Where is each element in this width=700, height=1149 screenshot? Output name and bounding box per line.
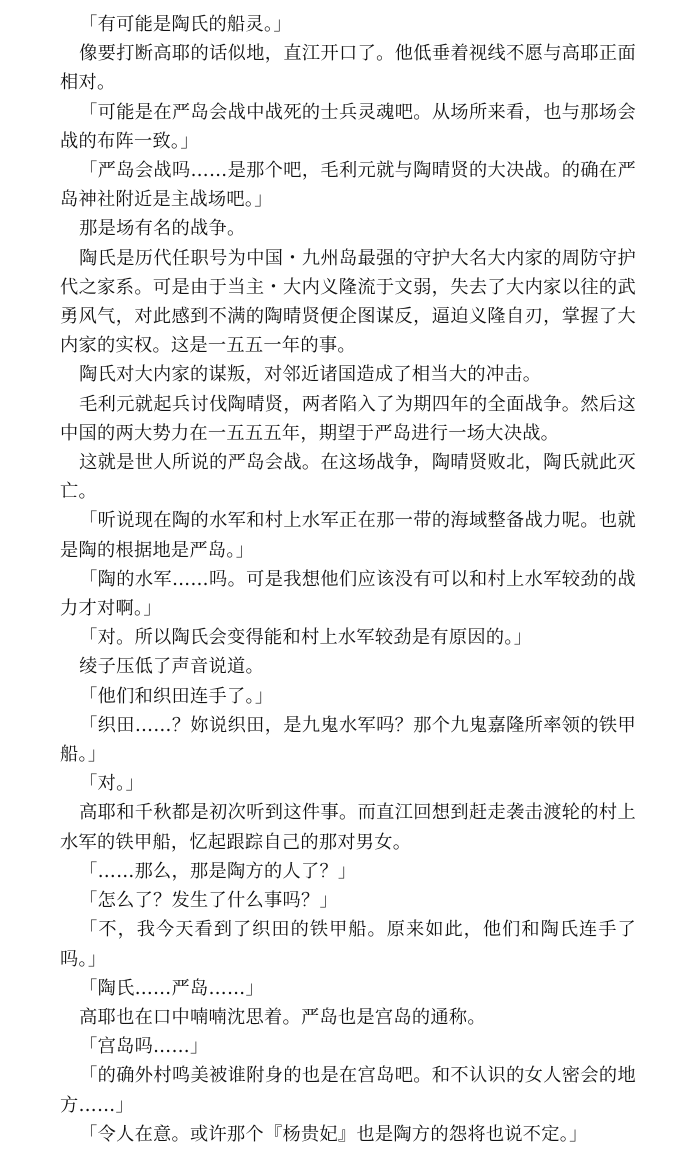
paragraph: 毛利元就起兵讨伐陶晴贤，两者陷入了为期四年的全面战争。然后这中国的两大势力在一五五五年，期望于严岛进行一场大决战。 (60, 393, 636, 444)
paragraph: 「怎么了？发生了什么事吗？」 (79, 890, 338, 912)
paragraph: 「听说现在陶的水军和村上水军正在那一带的海域整备战力呢。也就是陶的根据地是严岛。」 (60, 510, 636, 561)
paragraph: 这就是世人所说的严岛会战。在这场战争，陶晴贤败北，陶氏就此灭亡。 (60, 452, 636, 503)
paragraph: 「陶氏……严岛……」 (79, 977, 264, 999)
paragraph: 绫子压低了声音说道。 (79, 656, 264, 678)
paragraph: 「对。所以陶氏会变得能和村上水军较劲是有原因的。」 (79, 627, 533, 649)
paragraph: 「令人在意。或许那个『杨贵妃』也是陶方的怨将也说不定。」 (79, 1123, 588, 1145)
paragraph: 像要打断高耶的话似地，直江开口了。他低垂着视线不愿与高耶正面相对。 (60, 43, 636, 94)
paragraph: 「不，我今天看到了织田的铁甲船。原来如此，他们和陶氏连手了吗。」 (60, 919, 636, 970)
paragraph: 「宫岛吗……」 (79, 1036, 209, 1058)
paragraph: 「的确外村鸣美被谁附身的也是在宫岛吧。和不认识的女人密会的地方……」 (60, 1065, 636, 1116)
paragraph: 「严岛会战吗……是那个吧，毛利元就与陶晴贤的大决战。的确在严岛神社附近是主战场吧。」 (60, 160, 636, 211)
paragraph: 「织田……？妳说织田，是九鬼水军吗？那个九鬼嘉隆所率领的铁甲船。」 (60, 714, 636, 766)
paragraph: 高耶和千秋都是初次听到这件事。而直江回想到赶走袭击渡轮的村上水军的铁甲船，忆起跟踪自己的那对男女。 (60, 802, 636, 853)
paragraph: 陶氏对大内家的谋叛，对邻近诸国造成了相当大的冲击。 (79, 364, 542, 386)
paragraph: 「他们和织田连手了。」 (79, 685, 274, 707)
paragraph: 那是场有名的战争。 (79, 218, 246, 240)
paragraph: 高耶也在口中喃喃沈思着。严岛也是宫岛的通称。 (79, 1006, 486, 1028)
paragraph: 「有可能是陶氏的船灵。」 (79, 14, 292, 35)
paragraph: 陶氏是历代任职号为中国・九州岛最强的守护大名大内家的周防守护代之家系。可是由于当主・大内义隆流于文弱，失去了大内家以往的武勇风气，对此感到不满的陶晴贤便企图谋反，逼迫义隆自刃，掌握了大内家的实权。这是一五五一年的事。 (60, 247, 636, 357)
paragraph: 「可能是在严岛会战中战死的士兵灵魂吧。从场所来看，也与那场会战的布阵一致。」 (60, 101, 636, 152)
paragraph: 「……那么，那是陶方的人了？」 (79, 860, 357, 882)
novel-page (60, 10, 636, 1149)
paragraph: 「对。」 (79, 773, 144, 795)
paragraph: 「陶的水军……吗。可是我想他们应该没有可以和村上水军较劲的战力才对啊。」 (60, 568, 636, 620)
